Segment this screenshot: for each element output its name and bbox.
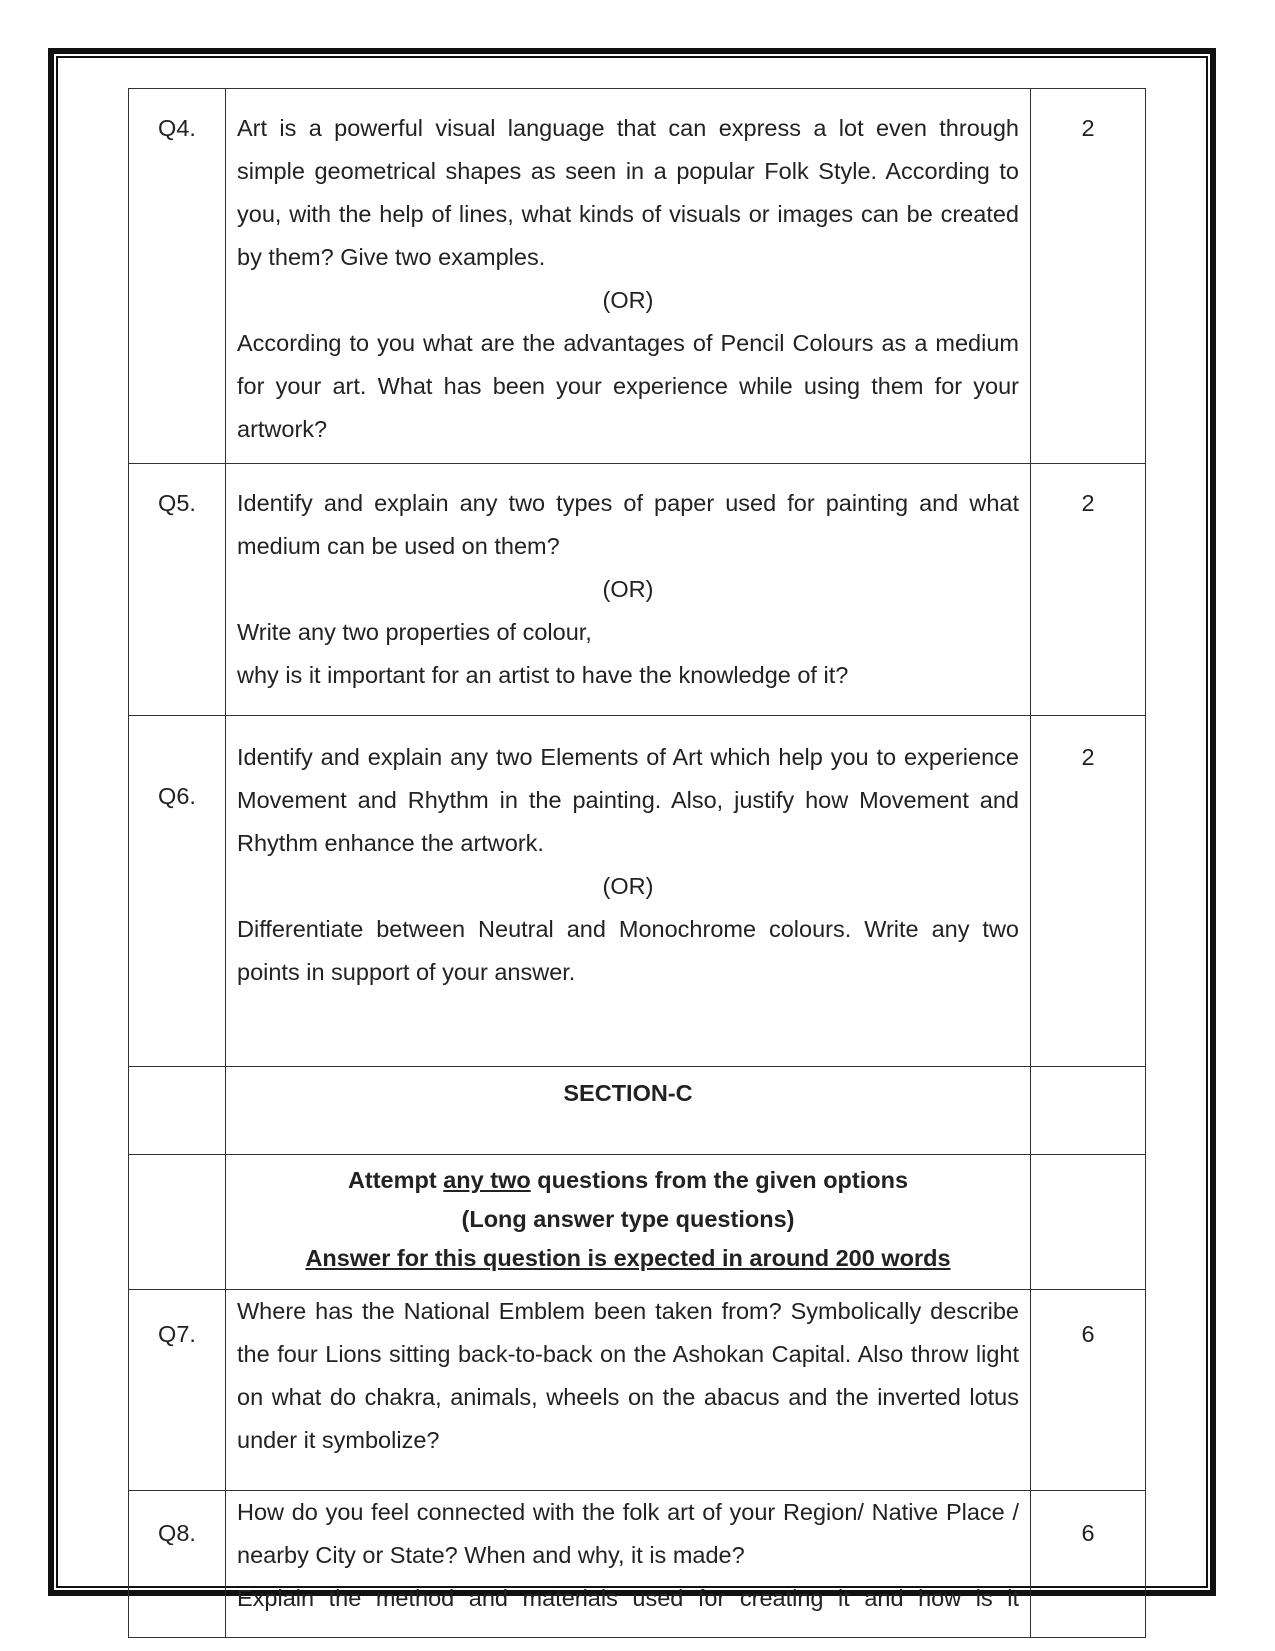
question-text-continued: Explain the method and materials used for creating it and how is it	[237, 1585, 1019, 1611]
question-body	[226, 1290, 1031, 1491]
question-alt-text: why is it important for an artist to have the knowledge of it?	[237, 662, 849, 688]
or-label: (OR)	[602, 873, 654, 899]
question-marks: 2	[1031, 89, 1146, 464]
question-number: Q6.	[129, 716, 226, 1067]
empty-cell	[1031, 1155, 1146, 1290]
question-text: Identify and explain any two Elements of Art which help you to experience Movement and Rhythm in the painting. Also, justify how Movement and Rhythm enhance the artwork.	[237, 744, 1019, 856]
question-alt-text: Write any two properties of colour,	[237, 619, 592, 645]
question-number: Q5.	[129, 464, 226, 716]
or-label: (OR)	[602, 287, 654, 313]
question-row-q5	[129, 464, 1146, 716]
question-number: Q8.	[129, 1491, 226, 1638]
instructions	[226, 1155, 1031, 1290]
question-number: Q4.	[129, 89, 226, 464]
question-text: Art is a powerful visual language that can express a lot even through simple geometrical shapes as seen in a popular Folk Style. According to you, with the help of lines, what kinds of visuals or images can be created by them? Give two examples.	[237, 115, 1019, 270]
question-marks: 6	[1031, 1290, 1146, 1491]
question-text: Identify and explain any two types of paper used for painting and what medium can be used on them?	[237, 490, 1019, 559]
question-body	[226, 1491, 1031, 1638]
question-body	[226, 716, 1031, 1067]
question-number: Q7.	[129, 1290, 226, 1491]
instruction-text: Attempt	[347, 1167, 444, 1193]
question-marks: 2	[1031, 716, 1146, 1067]
question-alt-text: Differentiate between Neutral and Monochrome colours. Write any two points in support of your answer.	[237, 916, 1019, 985]
empty-cell	[1031, 1067, 1146, 1155]
empty-cell	[129, 1067, 226, 1155]
question-marks: 2	[1031, 464, 1146, 716]
instruction-emphasis: any two	[443, 1167, 531, 1193]
section-title: SECTION-C	[226, 1067, 1031, 1155]
section-row	[129, 1067, 1146, 1155]
question-table	[128, 88, 1146, 1638]
instruction-text: questions from the given options	[530, 1167, 909, 1193]
empty-cell	[129, 1155, 226, 1290]
question-marks: 6	[1031, 1491, 1146, 1638]
word-limit-note: Answer for this question is expected in around 200 words	[305, 1245, 951, 1271]
question-row-q4	[129, 89, 1146, 464]
question-body	[226, 464, 1031, 716]
instructions-row	[129, 1155, 1146, 1290]
question-row-q8	[129, 1491, 1146, 1638]
question-text: Where has the National Emblem been taken from? Symbolically describe the four Lions sitting back-to-back on the Ashokan Capital. Also throw light on what do chakra, animals, wheels on the abacus and the inverted lotus under it symbolize?	[237, 1298, 1019, 1453]
section-subtitle: (Long answer type questions)	[461, 1206, 795, 1232]
question-row-q6	[129, 716, 1146, 1067]
or-label: (OR)	[602, 576, 654, 602]
question-alt-text: According to you what are the advantages of Pencil Colours as a medium for your art. What has been your experience while using them for your artwork?	[237, 330, 1019, 442]
question-row-q7	[129, 1290, 1146, 1491]
question-text: How do you feel connected with the folk art of your Region/ Native Place / nearby City or State? When and why, it is made?	[237, 1499, 1019, 1568]
question-body	[226, 89, 1031, 464]
instruction-line	[237, 1161, 1019, 1200]
